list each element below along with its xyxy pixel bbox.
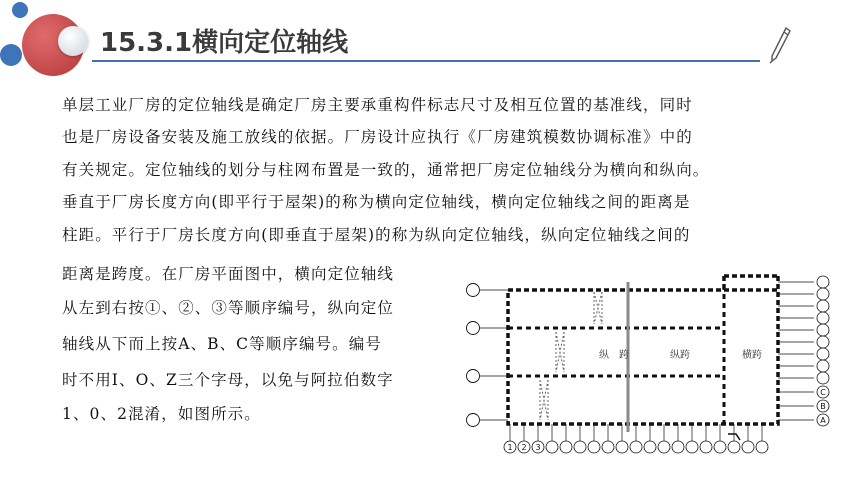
axis-bubble <box>756 441 768 453</box>
axis-bubble <box>546 441 558 453</box>
pen-icon <box>768 26 792 64</box>
body-line-10: 1、0、2混淆，如图所示。 <box>62 405 261 423</box>
axis-bubble <box>728 441 740 453</box>
decor-circle-grey <box>58 26 88 56</box>
span-label-longitudinal-2: 纵跨 <box>670 350 690 361</box>
body-line-7: 从左到右按①、②、③等顺序编号，纵向定位 <box>62 299 395 317</box>
decor-circle-blue <box>0 44 22 66</box>
axis-bubble <box>644 441 656 453</box>
decor-circle-blue-small <box>12 2 28 18</box>
axis-bubble <box>588 441 600 453</box>
axis-bubble <box>700 441 712 453</box>
axis-bubble <box>630 441 642 453</box>
slide-title: 15.3.1横向定位轴线 <box>100 28 349 58</box>
axis-bubble <box>658 441 670 453</box>
factory-axis-plan-diagram <box>462 262 842 462</box>
body-line-1: 单层工业厂房的定位轴线是确定厂房主要承重构件标志尺寸及相互位置的基准线，同时 <box>62 96 693 114</box>
axis-label-1: 1 <box>507 443 513 452</box>
axis-label-B: B <box>820 402 826 411</box>
axis-label-2: 2 <box>521 443 527 452</box>
axis-bubble <box>616 441 628 453</box>
axis-bubble <box>574 441 586 453</box>
body-line-6: 距离是跨度。在厂房平面图中，横向定位轴线 <box>62 265 395 283</box>
axis-label-3: 3 <box>535 443 541 452</box>
axis-bubble <box>686 441 698 453</box>
axis-label-A: A <box>820 416 826 425</box>
axis-label-C: C <box>820 388 826 397</box>
body-line-5: 柱距。平行于厂房长度方向(即垂直于屋架)的称为纵向定位轴线，纵向定位轴线之间的 <box>62 226 691 244</box>
span-label-transverse: 横跨 <box>742 350 762 361</box>
body-line-8: 轴线从下而上按A、B、C等顺序编号。编号 <box>62 335 382 353</box>
body-line-4: 垂直于厂房长度方向(即平行于屋架)的称为横向定位轴线，横向定位轴线之间的距离是 <box>62 193 691 211</box>
body-line-2: 也是厂房设备安装及施工放线的依据。厂房设计应执行《厂房建筑模数协调标准》中的 <box>62 128 693 146</box>
axis-bubble <box>714 441 726 453</box>
body-line-9: 时不用I、O、Z三个字母，以免与阿拉伯数字 <box>62 371 394 389</box>
span-label-longitudinal-1: 纵 跨 <box>599 350 629 361</box>
body-line-3: 有关规定。定位轴线的划分与柱网布置是一致的，通常把厂房定位轴线分为横向和纵向。 <box>62 161 710 179</box>
axis-bubble <box>742 441 754 453</box>
axis-bubble <box>602 441 614 453</box>
axis-bubble <box>560 441 572 453</box>
axis-bubble <box>672 441 684 453</box>
title-underline <box>92 60 760 62</box>
